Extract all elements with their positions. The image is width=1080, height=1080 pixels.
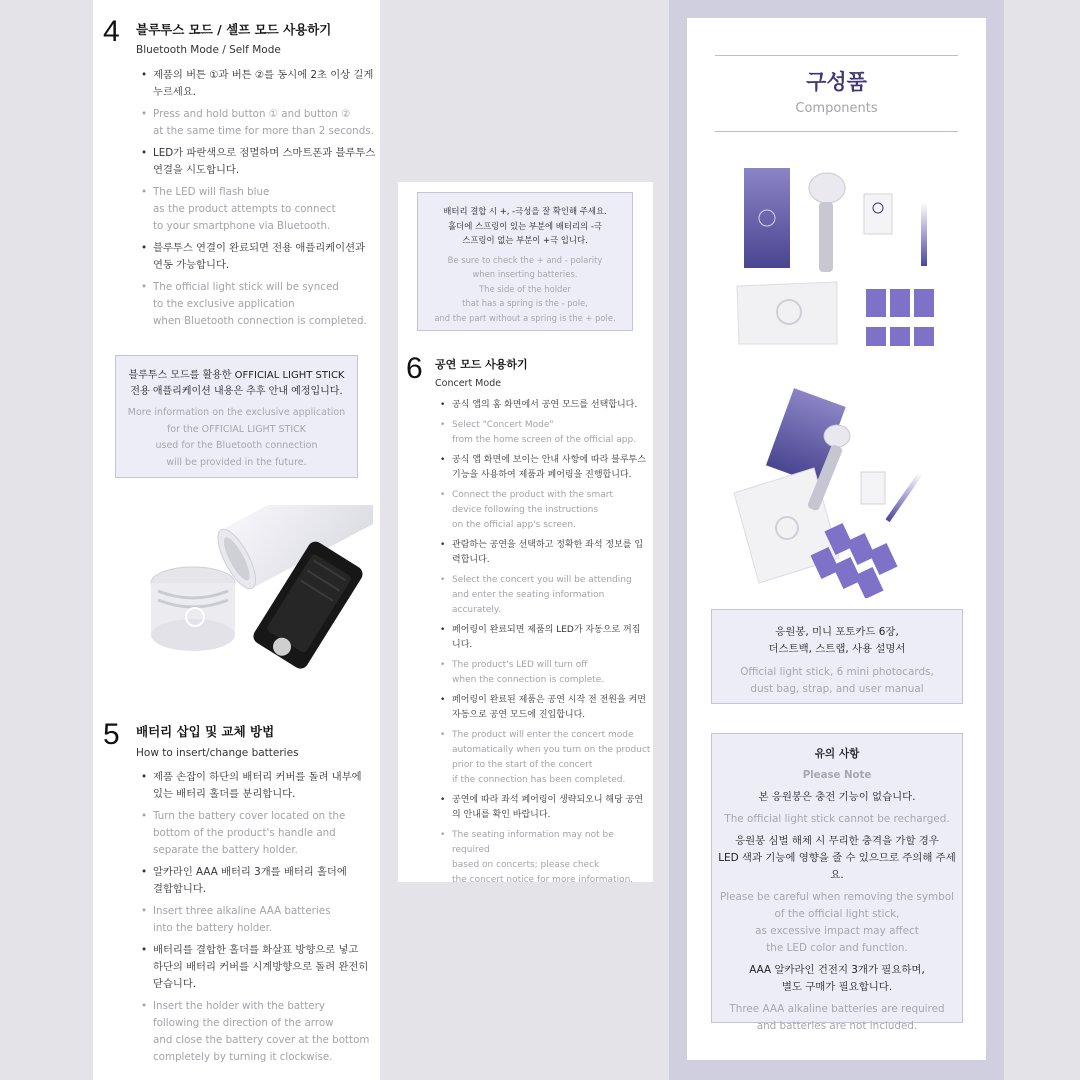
instructions-column-left bbox=[93, 0, 380, 1080]
note-korean: 배터리 결합 시 +, -극성을 잘 확인해 주세요. 홀더에 스프링이 있는 부분에 배터리의 -극 스프링이 없는 부분이 +극 입니다. bbox=[443, 206, 607, 245]
notes-subtitle: Please Note bbox=[802, 770, 872, 781]
list-item: • Turn the battery cover located on the bottom of the product's handle and separate the battery holder. bbox=[141, 808, 377, 859]
step-6-title: 공연 모드 사용하기 bbox=[435, 358, 528, 371]
list-item: • 공식 앱 화면에 보이는 안내 사항에 따라 블루투스 기능을 사용하여 제품과 페어링을 진행합니다. bbox=[440, 453, 653, 483]
components-angled-illustration bbox=[729, 388, 944, 598]
components-list-box bbox=[711, 609, 963, 704]
step-5-list bbox=[141, 769, 377, 1071]
battery-polarity-note bbox=[417, 192, 633, 331]
list-item: • The official light stick will be synced to the exclusive application when Bluetooth connection is completed. bbox=[141, 279, 377, 330]
components-subtitle: Components bbox=[795, 101, 878, 116]
note-korean: 블루투스 모드를 활용한 OFFICIAL LIGHT STICK 전용 애플리케이션 내용은 추후 안내 예정입니다. bbox=[128, 370, 345, 397]
divider bbox=[715, 55, 958, 56]
components-flatlay-illustration bbox=[729, 166, 944, 346]
note-korean: 본 응원봉은 충전 기능이 없습니다. bbox=[758, 791, 916, 803]
list-item: • Insert three alkaline AAA batteries into the battery holder. bbox=[141, 903, 377, 937]
step-4-subtitle: Bluetooth Mode / Self Mode bbox=[136, 44, 281, 56]
list-item: • 알카라인 AAA 배터리 3개를 배터리 홀더에 결합합니다. bbox=[141, 864, 377, 898]
step-4-number: 4 bbox=[103, 15, 120, 48]
please-note-box bbox=[711, 733, 963, 1032]
step-6-number: 6 bbox=[406, 352, 423, 385]
note-english: Be sure to check the + and - polarity when inserting batteries. The side of the holder that has a spring is the - pole, and the part without a spring is the + pole. bbox=[434, 254, 616, 323]
list-item: • The product will enter the concert mode automatically when you turn on the product prior to the start of the concert if the connection has been completed. bbox=[440, 728, 653, 788]
note-english: More information on the exclusive application for the OFFICIAL LIGHT STICK used for the Bluetooth connection will be provided in the future. bbox=[127, 407, 346, 468]
battery-holder-illustration bbox=[143, 505, 373, 680]
components-korean: 응원봉, 미니 포토카드 6장, 더스트백, 스트랩, 사용 설명서 bbox=[768, 626, 906, 655]
note-english: Please be careful when removing the symbol of the official light stick, as excessive impact may affect the LED color and function. bbox=[720, 891, 954, 954]
list-item: • The seating information may not be required based on concerts; please check the concert notice for more information. bbox=[440, 828, 653, 888]
list-item: • 페어링이 완료되면 제품의 LED가 자동으로 꺼집 니다. bbox=[440, 623, 653, 653]
list-item: • 제품의 버튼 ①과 버튼 ②를 동시에 2초 이상 길게 누르세요. bbox=[141, 67, 377, 101]
list-item: • LED가 파란색으로 점멸하며 스마트폰과 블루투스 연결을 시도합니다. bbox=[141, 145, 377, 179]
list-item: • 배터리를 결합한 홀더를 화살표 방향으로 넣고 하단의 배터리 커버를 시계방향으로 돌려 완전히 닫습니다. bbox=[141, 942, 377, 993]
list-item: • 페어링이 완료된 제품은 공연 시작 전 전원을 켜면 자동으로 공연 모드에 진입합니다. bbox=[440, 693, 653, 723]
list-item: • 제품 손잡이 하단의 배터리 커버를 돌려 내부에 있는 배터리 홀더를 분리합니다. bbox=[141, 769, 377, 803]
instructions-column-middle bbox=[398, 182, 653, 885]
divider bbox=[715, 131, 958, 132]
note-english: Three AAA alkaline batteries are required and batteries are not included. bbox=[729, 1003, 945, 1032]
step-4-title: 블루투스 모드 / 셀프 모드 사용하기 bbox=[136, 22, 332, 37]
note-korean: 응원봉 심벌 해체 시 무리한 충격을 가할 경우 LED 색과 기능에 영향을 줄 수 있으므로 주의해 주세요. bbox=[718, 835, 956, 881]
step-5-number: 5 bbox=[103, 718, 120, 751]
list-item: • 관람하는 공연을 선택하고 정확한 좌석 정보를 입 력합니다. bbox=[440, 538, 653, 568]
list-item: • The product's LED will turn off when the connection is complete. bbox=[440, 658, 653, 688]
list-item: • Select "Concert Mode" from the home screen of the official app. bbox=[440, 418, 653, 448]
list-item: • Select the concert you will be attending and enter the seating information accurately. bbox=[440, 573, 653, 618]
step-4-list bbox=[141, 67, 377, 335]
list-item: • Connect the product with the smart device following the instructions on the official app's screen. bbox=[440, 488, 653, 533]
note-english: The official light stick cannot be recharged. bbox=[724, 813, 950, 825]
components-title: 구성품 bbox=[806, 70, 867, 94]
step-6-list bbox=[440, 398, 653, 893]
list-item: • 블루투스 연결이 완료되면 전용 애플리케이션과 연동 가능합니다. bbox=[141, 240, 377, 274]
list-item: • Press and hold button ① and button ② at the same time for more than 2 seconds. bbox=[141, 106, 377, 140]
step-5-subtitle: How to insert/change batteries bbox=[136, 747, 299, 759]
list-item: • 공식 앱의 홈 화면에서 공연 모드를 선택합니다. bbox=[440, 398, 653, 413]
step-6-subtitle: Concert Mode bbox=[435, 378, 502, 389]
bluetooth-app-note bbox=[115, 355, 358, 478]
step-5-title: 배터리 삽입 및 교체 방법 bbox=[136, 724, 275, 739]
note-korean: AAA 알카라인 건전지 3개가 필요하며, 별도 구매가 필요합니다. bbox=[749, 964, 925, 993]
components-english: Official light stick, 6 mini photocards, dust bag, strap, and user manual bbox=[740, 666, 934, 695]
list-item: • The LED will flash blue as the product attempts to connect to your smartphone via Bluetooth. bbox=[141, 184, 377, 235]
list-item: • 공연에 따라 좌석 페어링이 생략되오니 해당 공연 의 안내를 확인 바랍니다. bbox=[440, 793, 653, 823]
notes-title: 유의 사항 bbox=[814, 748, 860, 760]
list-item: • Insert the holder with the battery following the direction of the arrow and close the battery cover at the bottom completely by turning it clockwise. bbox=[141, 998, 377, 1066]
components-column bbox=[687, 18, 986, 1060]
